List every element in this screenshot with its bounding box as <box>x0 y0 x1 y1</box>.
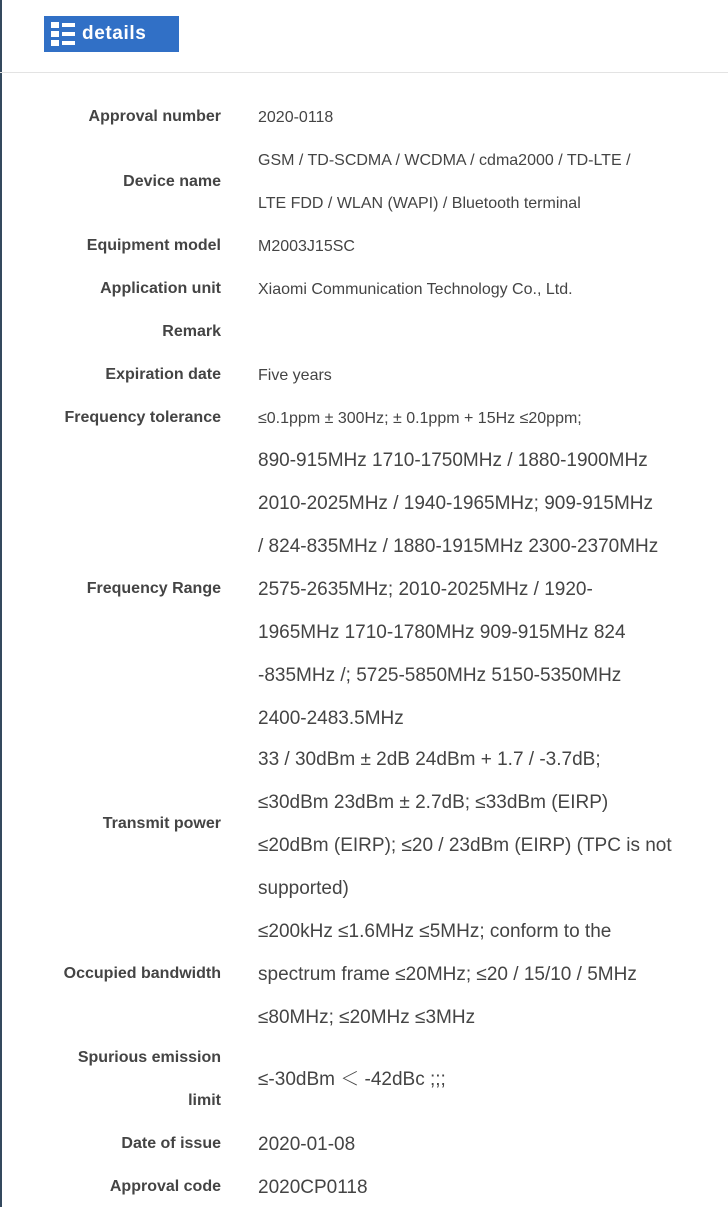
row-application-unit <box>0 268 728 311</box>
remark-value <box>258 311 698 354</box>
list-icon <box>51 22 75 46</box>
details-tab[interactable] <box>44 16 179 52</box>
frequency-tolerance-label: Frequency tolerance <box>64 409 221 426</box>
spurious-emission-label-limit: limit <box>188 1092 221 1109</box>
row-occupied-bandwidth <box>0 910 728 1039</box>
row-date-of-issue <box>0 1123 728 1166</box>
remark-label: Remark <box>162 323 221 340</box>
occupied-bandwidth-value: ≤200kHz ≤1.6MHz ≤5MHz; conform to the spectrum frame ≤20MHz; ≤20 / 15/10 / 5MHz ≤80MHz; ≤20MHz ≤3MHz <box>258 921 637 1028</box>
transmit-power-value: 33 / 30dBm ± 2dB 24dBm + 1.7 / -3.7dB; ≤30dBm 23dBm ± 2.7dB; ≤33dBm (EIRP) ≤20dBm (EIRP); ≤20 / 23dBm (EIRP) (TPC is not supported) <box>258 749 672 899</box>
approval-number-label: Approval number <box>88 108 221 125</box>
device-name-value: GSM / TD-SCDMA / WCDMA / cdma2000 / TD-LTE / LTE FDD / WLAN (WAPI) / Bluetooth terminal <box>258 152 631 212</box>
row-frequency-tolerance <box>0 397 728 440</box>
approval-code-label: Approval code <box>109 1178 221 1195</box>
date-of-issue-label: Date of issue <box>121 1135 221 1152</box>
expiration-date-value: Five years <box>258 367 332 384</box>
approval-code-value: 2020CP0118 <box>258 1177 368 1198</box>
frequency-tolerance-value: ≤0.1ppm ± 300Hz; ± 0.1ppm + 15Hz ≤20ppm; <box>258 410 582 427</box>
details-header <box>0 0 728 73</box>
row-device-name <box>0 139 728 225</box>
row-transmit-power <box>0 738 728 910</box>
transmit-power-label: Transmit power <box>102 815 221 832</box>
row-frequency-range <box>0 439 728 740</box>
equipment-model-label: Equipment model <box>86 237 221 254</box>
date-of-issue-value: 2020-01-08 <box>258 1134 356 1155</box>
occupied-bandwidth-label: Occupied bandwidth <box>63 965 221 982</box>
row-approval-number <box>0 96 728 139</box>
row-remark <box>0 311 728 354</box>
row-expiration-date <box>0 354 728 397</box>
equipment-model-value: M2003J15SC <box>258 238 355 255</box>
details-title: details <box>82 23 147 44</box>
device-name-label: Device name <box>123 173 221 190</box>
row-equipment-model <box>0 225 728 268</box>
spurious-emission-value: ≤-30dBm ＜ -42dBc ;;; <box>258 1069 446 1090</box>
application-unit-label: Application unit <box>100 280 221 297</box>
expiration-date-label: Expiration date <box>105 366 221 383</box>
frequency-range-label: Frequency Range <box>86 580 221 597</box>
application-unit-value: Xiaomi Communication Technology Co., Ltd. <box>258 281 573 298</box>
spurious-emission-label: Spurious emission <box>77 1049 221 1066</box>
approval-number-value: 2020-0118 <box>258 109 334 126</box>
frequency-range-value: 890-915MHz 1710-1750MHz / 1880-1900MHz 2010-2025MHz / 1940-1965MHz; 909-915MHz / 824-835MHz / 1880-1915MHz 2300-2370MHz 2575-2635MHz; 2010-2025MHz / 1920- 1965MHz 1710-1780MHz 909-915MHz 824 -835MHz /; 5725-5850MHz 5150-5350MHz 2400-2483.5MHz <box>258 450 659 729</box>
row-approval-code <box>0 1166 728 1207</box>
row-spurious-emission-limit <box>0 1037 728 1123</box>
